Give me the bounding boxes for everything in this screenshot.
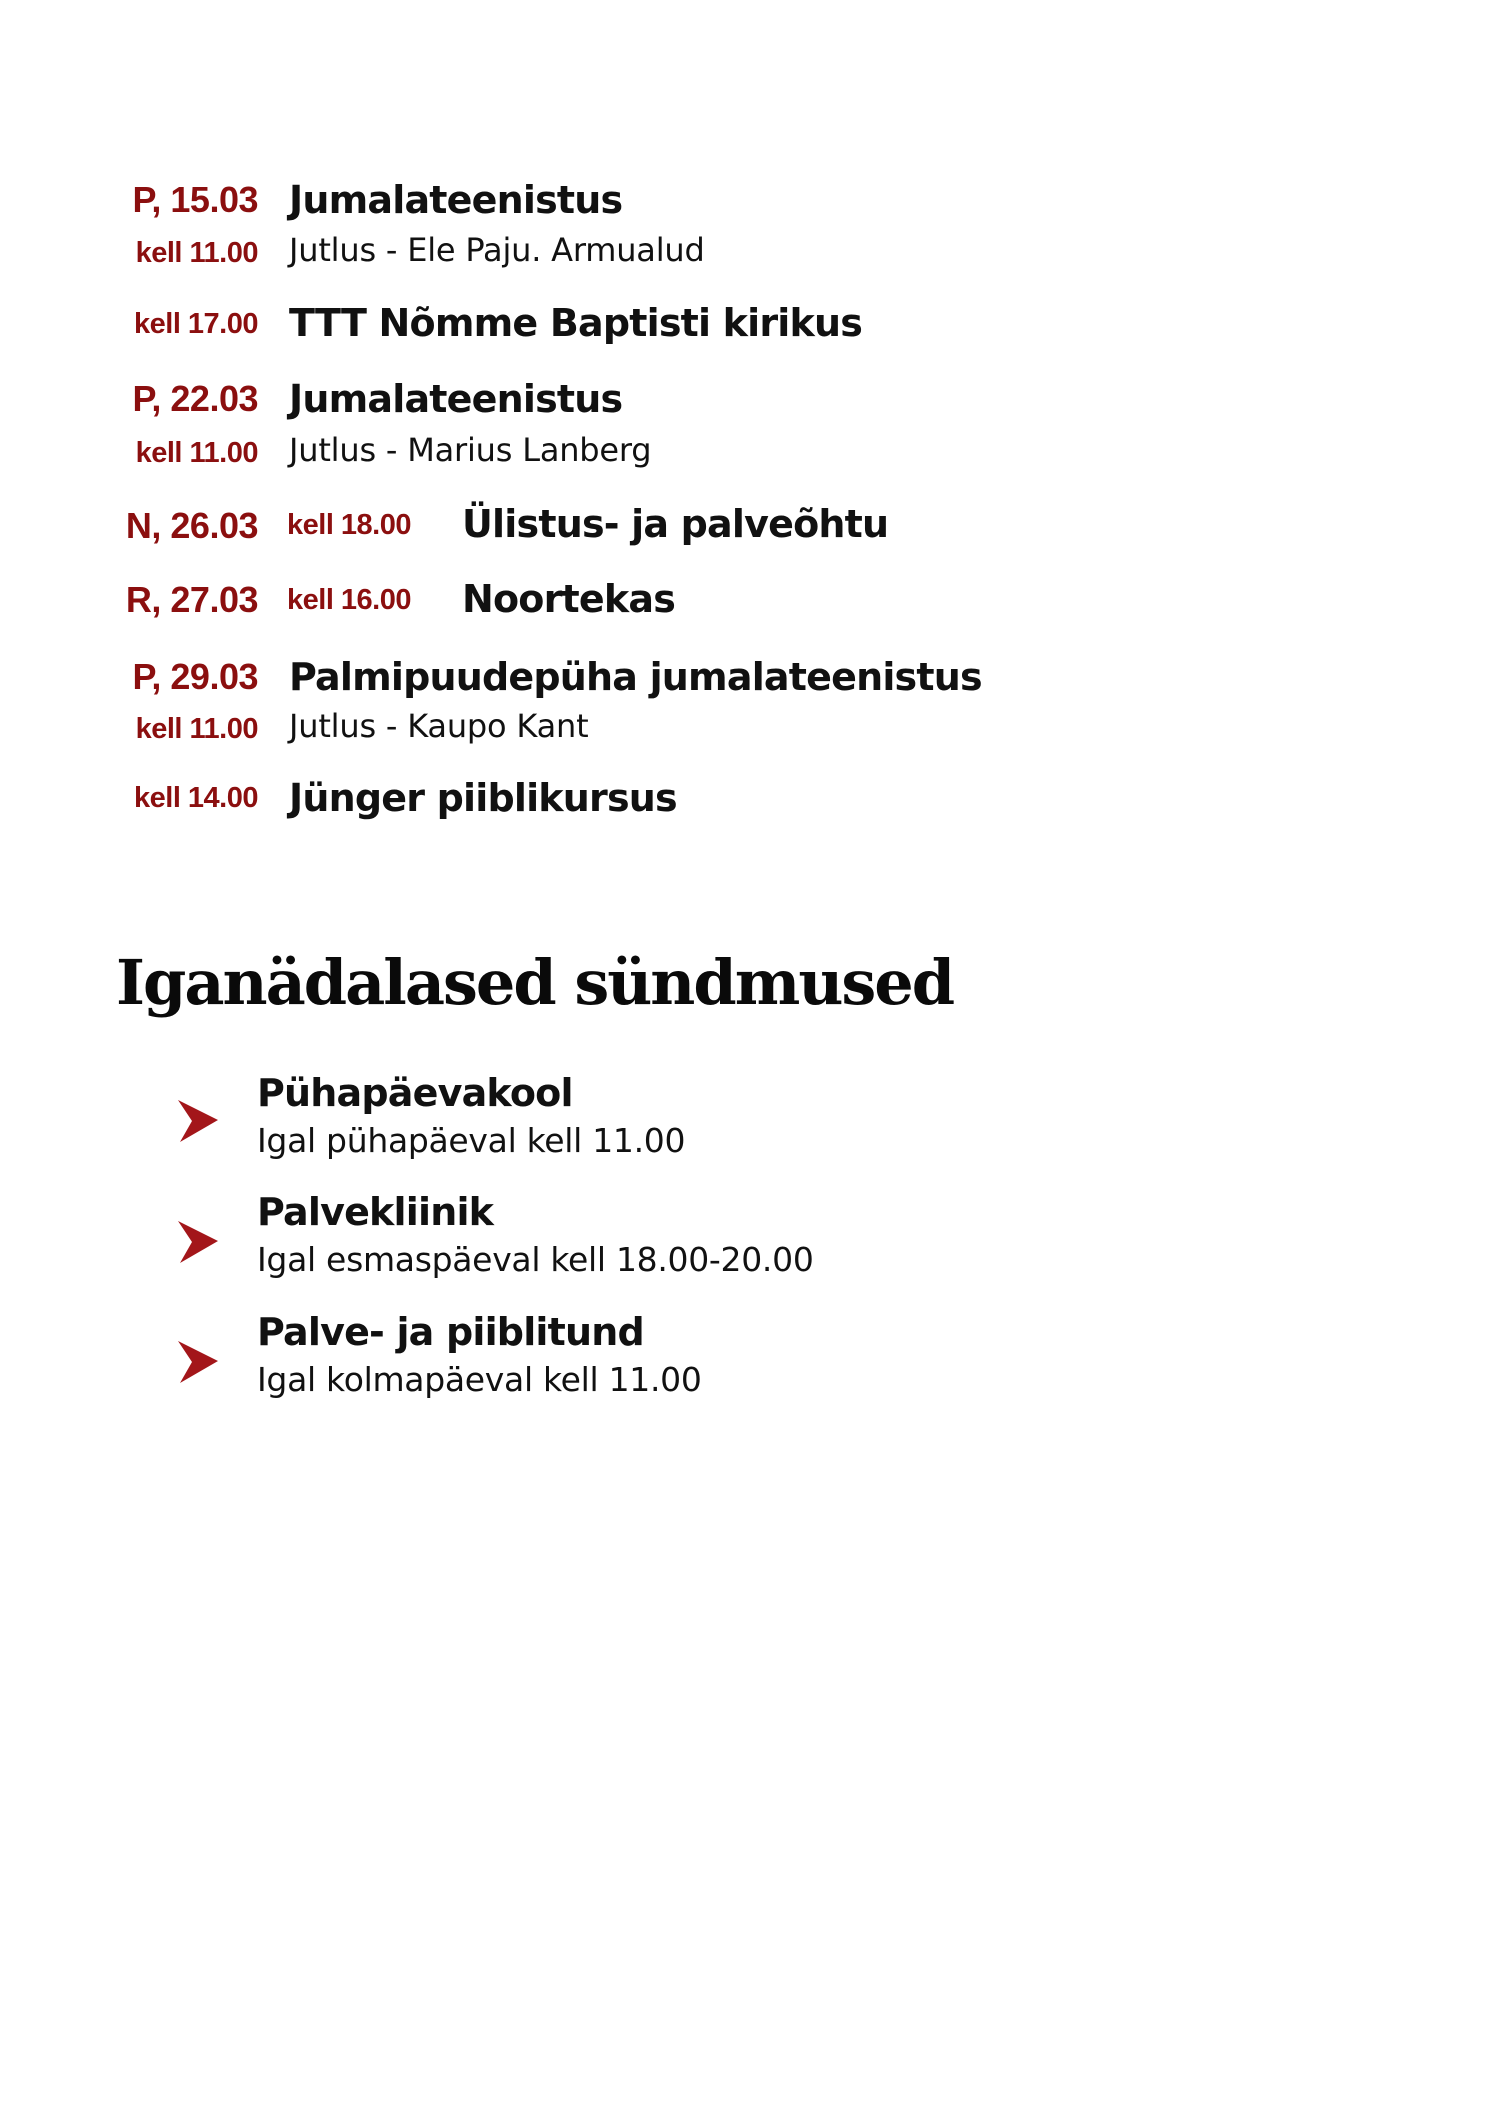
event-date: P, 29.03 bbox=[132, 656, 258, 697]
chevron-right-icon bbox=[176, 1097, 220, 1145]
event-time: kell 16.00 bbox=[287, 584, 411, 616]
event-time: kell 14.00 bbox=[134, 782, 258, 814]
event-time: kell 11.00 bbox=[135, 437, 258, 469]
weekly-item bbox=[0, 1190, 1100, 1300]
weekly-item bbox=[0, 1071, 1100, 1181]
event-title: Jumalateenistus bbox=[289, 377, 623, 421]
chevron-right-icon bbox=[176, 1218, 220, 1266]
event-date: P, 22.03 bbox=[132, 378, 258, 419]
event-date: N, 26.03 bbox=[125, 505, 258, 546]
weekly-item-title: Palvekliinik bbox=[257, 1190, 494, 1234]
event-time: kell 17.00 bbox=[134, 308, 258, 340]
weekly-item-title: Palve- ja piiblitund bbox=[257, 1310, 644, 1354]
weekly-item bbox=[0, 1310, 1100, 1420]
event-title: Noortekas bbox=[462, 577, 676, 621]
event-date: R, 27.03 bbox=[125, 579, 258, 620]
event-title: Ülistus- ja palveõhtu bbox=[462, 502, 889, 546]
event-time: kell 11.00 bbox=[135, 237, 258, 269]
event-title: Jumalateenistus bbox=[289, 178, 623, 222]
weekly-heading: Iganädalased sündmused bbox=[116, 946, 954, 1019]
event-title: TTT Nõmme Baptisti kirikus bbox=[289, 301, 863, 345]
weekly-item-detail: Igal pühapäeval kell 11.00 bbox=[257, 1121, 686, 1160]
weekly-item-title: Pühapäevakool bbox=[257, 1071, 573, 1115]
weekly-item-detail: Igal kolmapäeval kell 11.00 bbox=[257, 1360, 702, 1399]
event-time: kell 11.00 bbox=[135, 713, 258, 745]
event-date: P, 15.03 bbox=[132, 179, 258, 220]
event-title: Jünger piiblikursus bbox=[289, 776, 677, 820]
event-subtitle: Jutlus - Marius Lanberg bbox=[289, 431, 652, 469]
event-subtitle: Jutlus - Ele Paju. Armualud bbox=[289, 231, 705, 269]
event-time: kell 18.00 bbox=[287, 509, 411, 541]
event-subtitle: Jutlus - Kaupo Kant bbox=[289, 707, 589, 745]
event-title: Palmipuudepüha jumalateenistus bbox=[289, 655, 982, 699]
weekly-item-detail: Igal esmaspäeval kell 18.00-20.00 bbox=[257, 1240, 814, 1279]
chevron-right-icon bbox=[176, 1338, 220, 1386]
